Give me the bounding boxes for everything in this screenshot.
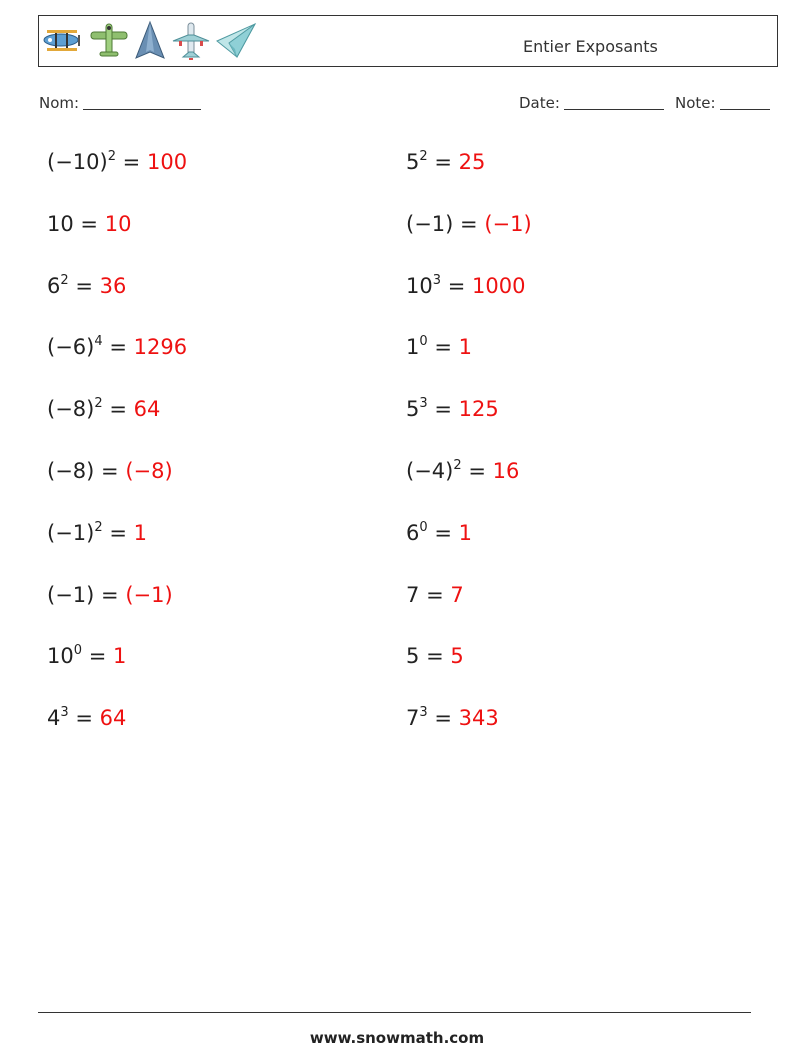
problem-exponent: 2 — [94, 520, 103, 535]
equals-sign: = — [101, 583, 119, 607]
equals-sign: = — [468, 459, 486, 483]
equals-sign: = — [434, 150, 452, 174]
problem-item — [406, 646, 464, 667]
equals-sign: = — [80, 212, 99, 236]
problem-base: (−8) — [47, 459, 95, 483]
problem-item — [47, 520, 147, 545]
problem-base: (−8) — [47, 397, 95, 421]
problem-answer: 1 — [113, 644, 127, 668]
problem-base: 10 — [406, 274, 433, 298]
problem-base: 5 — [406, 397, 420, 421]
problem-exponent: 3 — [419, 396, 428, 411]
problem-exponent: 2 — [60, 273, 69, 288]
problem-answer: 25 — [458, 150, 486, 174]
equals-sign: = — [88, 644, 107, 668]
problem-answer: 1296 — [133, 335, 188, 359]
problem-answer: 64 — [99, 706, 127, 730]
paper-plane-icon — [215, 21, 257, 61]
problem-base: 10 — [47, 644, 74, 668]
problem-base: 6 — [406, 521, 420, 545]
problem-exponent: 3 — [432, 273, 442, 288]
worksheet-header — [38, 15, 778, 67]
problem-item — [406, 396, 499, 421]
equals-sign: = — [109, 335, 127, 359]
problem-item — [406, 214, 532, 235]
problem-base: (−1) — [406, 212, 454, 236]
worksheet-title: Entier Exposants — [523, 37, 658, 56]
problem-answer: 1 — [133, 521, 147, 545]
equals-sign: = — [434, 521, 452, 545]
grade-field[interactable] — [675, 94, 770, 112]
problem-answer: 36 — [99, 274, 127, 298]
problem-answer: 1000 — [472, 274, 526, 298]
equals-sign: = — [447, 274, 466, 298]
problem-item — [47, 334, 188, 359]
equals-sign: = — [75, 706, 93, 730]
problem-base: 7 — [406, 583, 420, 607]
jet-fighter-icon — [133, 20, 167, 62]
problem-answer: 64 — [133, 397, 161, 421]
problem-base: (−4) — [406, 459, 454, 483]
problem-item — [406, 334, 473, 359]
equals-sign: = — [101, 459, 119, 483]
problem-answer: (−1) — [125, 583, 173, 607]
footer-url[interactable]: www.snowmath.com — [309, 1029, 485, 1047]
date-label: Date: — [519, 94, 560, 112]
problem-exponent: 3 — [60, 705, 69, 720]
problem-base: (−10) — [47, 150, 108, 174]
problem-answer: 100 — [146, 150, 188, 174]
problem-base: 7 — [406, 706, 420, 730]
problem-item — [47, 643, 127, 668]
problem-base: 4 — [47, 706, 61, 730]
problem-exponent: 0 — [419, 520, 428, 535]
date-blank — [564, 95, 664, 110]
problem-answer: 125 — [458, 397, 499, 421]
problem-exponent: 3 — [419, 705, 428, 720]
problem-answer: 5 — [450, 644, 464, 668]
problem-answer: 10 — [104, 212, 132, 236]
problem-item — [406, 585, 464, 606]
problem-item — [47, 585, 173, 606]
problem-item — [406, 149, 486, 174]
name-label: Nom: — [39, 94, 80, 112]
equals-sign: = — [122, 150, 141, 174]
problem-item — [406, 273, 526, 298]
problem-base: (−1) — [47, 521, 95, 545]
problem-base: (−1) — [47, 583, 95, 607]
problem-exponent: 2 — [453, 458, 462, 473]
equals-sign: = — [434, 706, 452, 730]
problem-item — [406, 458, 520, 483]
biplane-icon — [41, 24, 85, 58]
problem-answer: 1 — [458, 335, 473, 359]
icon-strip — [41, 19, 261, 63]
problem-item — [47, 149, 188, 174]
problem-answer: (−8) — [125, 459, 173, 483]
problem-base: (−6) — [47, 335, 95, 359]
propeller-plane-icon — [89, 22, 129, 60]
problem-base: 1 — [406, 335, 420, 359]
equals-sign: = — [434, 397, 452, 421]
problem-exponent: 2 — [419, 149, 428, 164]
problem-exponent: 0 — [419, 334, 428, 349]
problem-base: 5 — [406, 150, 420, 174]
problem-base: 6 — [47, 274, 61, 298]
equals-sign: = — [109, 397, 127, 421]
equals-sign: = — [426, 644, 444, 668]
problem-item — [47, 461, 173, 482]
problem-answer: 7 — [450, 583, 464, 607]
problem-answer: 16 — [492, 459, 520, 483]
footer-divider — [38, 1012, 751, 1013]
grade-label: Note: — [675, 94, 716, 112]
equals-sign: = — [434, 335, 452, 359]
date-field[interactable] — [519, 94, 664, 112]
problem-item — [406, 520, 473, 545]
problem-answer: 343 — [458, 706, 499, 730]
problem-item — [47, 214, 131, 235]
name-field[interactable] — [39, 94, 201, 112]
problem-item — [406, 705, 499, 730]
problem-base: 5 — [406, 644, 420, 668]
airliner-icon — [171, 21, 211, 61]
equals-sign: = — [426, 583, 444, 607]
problem-exponent: 4 — [94, 334, 103, 349]
equals-sign: = — [75, 274, 93, 298]
grade-blank — [720, 95, 770, 110]
name-blank — [83, 95, 201, 110]
problem-answer: 1 — [458, 521, 473, 545]
problem-exponent: 2 — [107, 149, 116, 164]
equals-sign: = — [109, 521, 127, 545]
problem-exponent: 0 — [73, 643, 83, 658]
problem-item — [47, 273, 127, 298]
problem-answer: (−1) — [484, 212, 532, 236]
problem-base: 10 — [47, 212, 74, 236]
problem-item — [47, 396, 161, 421]
equals-sign: = — [460, 212, 478, 236]
problem-exponent: 2 — [94, 396, 103, 411]
problem-item — [47, 705, 127, 730]
